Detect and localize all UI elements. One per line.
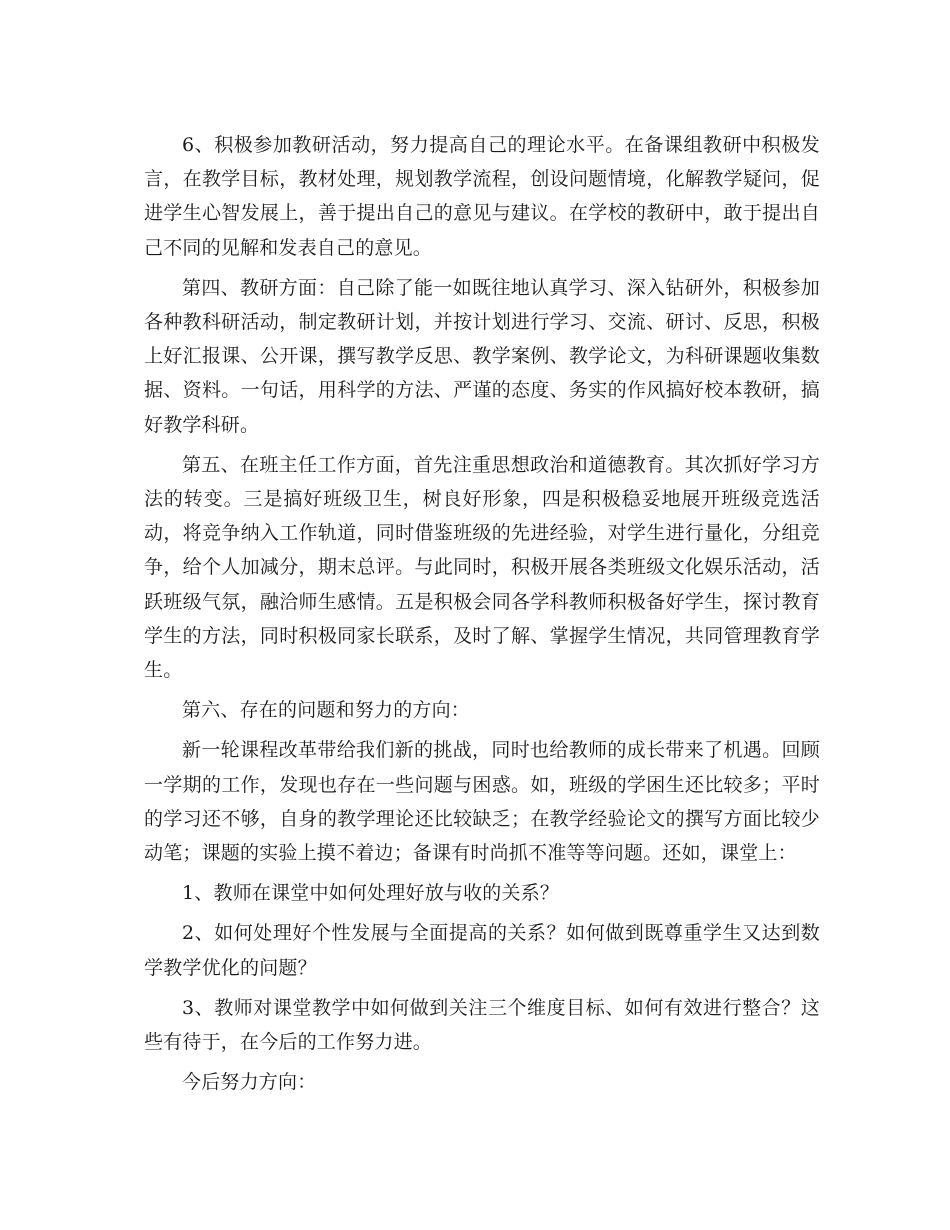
paragraph-problems-description: 新一轮课程改革带给我们新的挑战，同时也给教师的成长带来了机遇。回顾一学期的工作，发现也存在一些问题与困惑。如，班级的学困生还比较多；平时的学习还不够，自身的教学理论还比较缺乏；在教学经验论文的撰写方面比较少动笔；课题的实验上摸不着边；备课有时尚抓不准等等问题。还如，课堂上： xyxy=(144,739,820,865)
paragraph-teaching-research-activities: 6、积极参加教研活动，努力提高自己的理论水平。在备课组教研中积极发言，在教学目标，教材处理，规划教学流程，创设问题情境，化解教学疑问，促进学生心智发展上，善于提出自己的意见与建议。在学校的教研中，敢于提出自己不同的见解和发表自己的意见。 xyxy=(144,134,820,259)
paragraph-section-six-heading: 第六、存在的问题和努力的方向： xyxy=(182,699,471,722)
paragraph-future-direction-heading: 今后努力方向： xyxy=(182,1071,317,1094)
paragraph-question-three: 3、教师对课堂教学中如何做到关注三个维度目标、如何有效进行整合？这些有待于，在今后的工作努力进。 xyxy=(144,996,820,1054)
paragraph-question-two: 2、如何处理好个性发展与全面提高的关系？如何做到既尊重学生又达到数学教学优化的问题？ xyxy=(144,922,820,979)
paragraph-section-four-research: 第四、教研方面：自己除了能一如既往地认真学习、深入钻研外，积极参加各种教科研活动，制定教研计划，并按计划进行学习、交流、研讨、反思，积极上好汇报课、公开课，撰写教学反思、教学案例、教学论文，为科研课题收集数据、资料。一句话，用科学的方法、严谨的态度、务实的作风搞好校本教研，搞好教学科研。 xyxy=(144,276,820,436)
document-body xyxy=(144,128,820,1105)
paragraph-question-one: 1、教师在课堂中如何处理好放与收的关系？ xyxy=(182,882,560,905)
paragraph-section-five-class-teacher: 第五、在班主任工作方面，首先注重思想政治和道德教育。其次抓好学习方法的转变。三是搞好班级卫生，树良好形象，四是积极稳妥地展开班级竞选活动，将竞争纳入工作轨道，同时借鉴班级的先进经验，对学生进行量化，分组竞争，给个人加减分，期末总评。与此同时，积极开展各类班级文化娱乐活动，活跃班级气氛，融洽师生感情。五是积极会同各学科教师积极备好学生，探讨教育学生的方法，同时积极同家长联系，及时了解、掌握学生情况，共同管理教育学生。 xyxy=(144,453,820,682)
